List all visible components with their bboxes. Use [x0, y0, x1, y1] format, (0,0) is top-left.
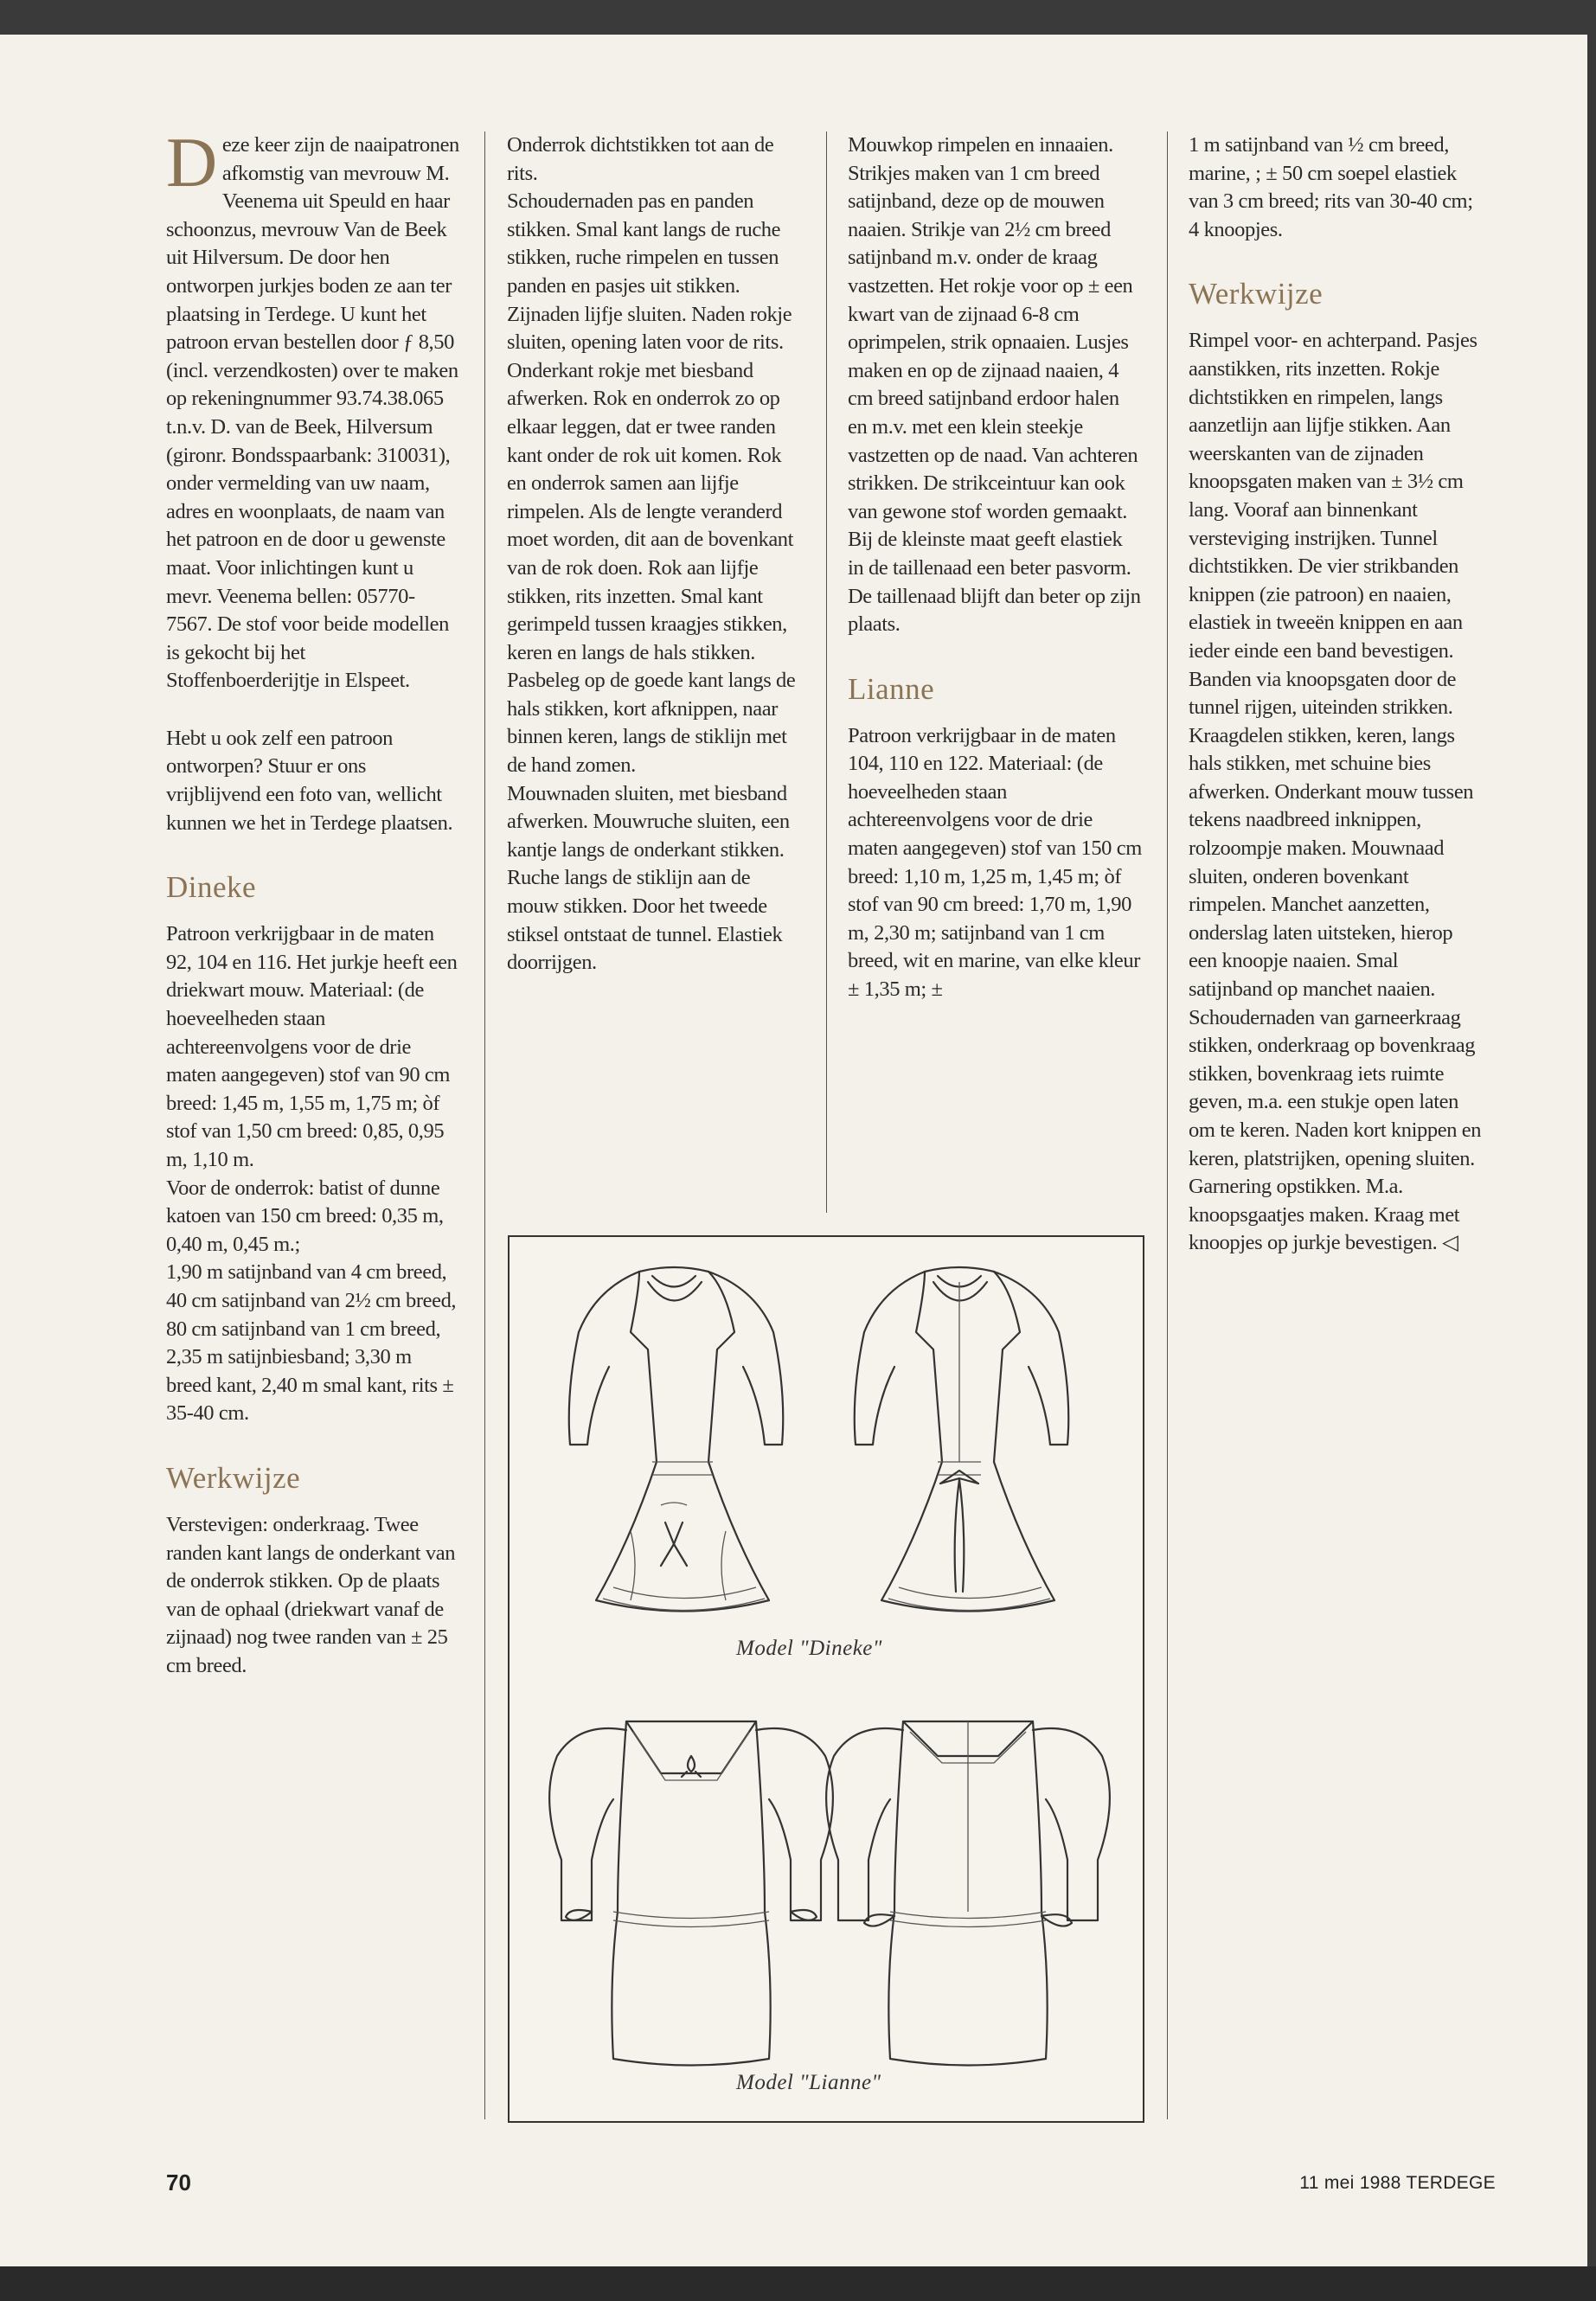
heading-dineke: Dineke	[166, 870, 257, 905]
lianne-front-drawing	[549, 1721, 833, 2066]
drop-cap: D	[166, 123, 217, 202]
col3-p2: Patroon verkrijgbaar in de maten 104, 110 en 122. Materiaal: (de hoeveelheden staan achtereenvolgens voor de drie maten aangegeven) stof van 150 cm breed: 1,10 m, 1,25 m, 1,45 m; òf stof van 90 cm breed: 1,70 m, 1,90 m, 2,30 m; satijnband van 1 cm breed, wit en marine, van elke kleur ± 1,35 m; ±	[848, 723, 1142, 1002]
intro-text: eze keer zijn de naaipatronen afkomstig van mevrouw M. Veenema uit Speuld en haar schoonzus, mevrouw Van de Beek uit Hilversum. De door hen ontworpen jurkjes boden ze aan ter plaatsing in Terdege. U kunt het patroon ervan bestellen door ƒ 8,50 (incl. verzendkosten) over te maken op rekeningnummer 93.74.38.065 t.n.v. D. van de Beek, Hilversum (gironr. Bondsspaarbank: 310031), onder vermelding van uw naam, adres en woonplaats, de naam van het patroon en de door u gewenste maat. Voor inlichtingen kunt u mevr. Veenema bellen: 05770-7567. De stof voor beide modellen is gekocht bij het Stoffenboerderijtje in Elspeet.	[166, 133, 459, 693]
werkwijze-1-text: Verstevigen: onderkraag. Twee randen kant langs de onderkant van de onderrok stikken. Op de plaats van de ophaal (driekwart vanaf de zijnaad) nog twee randen van ± 25 cm breed.	[166, 1512, 456, 1677]
dineke-underskirt: Voor de onderrok: batist of dunne katoen van 150 cm breed: 0,35 m, 0,40 m, 0,45 m.;	[166, 1176, 444, 1256]
intro-paragraph	[166, 123, 460, 695]
text-column-2	[507, 131, 801, 977]
page-number: 70	[166, 2170, 191, 2195]
dress-drawings	[510, 1237, 1143, 2121]
col4-p2: Rimpel voor- en achterpand. Pasjes aanstikken, rits inzetten. Rokje dichtstikken en rimpelen, langs aanzetlijn aan lijfje stikken. Aan weerskanten van de zijnaden knoopsgaten maken van ± 3½ cm lang. Vooraf aan binnenkant versteviging instrijken. Tunnel dichtstikken. De vier strikbanden knippen (zie patroon) en naaien, elastiek in tweeën knippen en aan ieder einde een band bevestigen. Banden via knoopsgaten door de tunnel rijgen, uiteinden strikken.	[1189, 329, 1477, 720]
col2-p4: Pasbeleg op de goede kant langs de hals stikken, kort afknippen, naar binnen keren, langs de stiklijn met de hand zomen.	[507, 669, 796, 778]
text-column-3	[848, 131, 1142, 1004]
lianne-back-drawing	[826, 1721, 1110, 2066]
text-column-1	[166, 123, 460, 1681]
dineke-back-drawing	[855, 1267, 1069, 1612]
col4-p1: 1 m satijnband van ½ cm breed, marine, ; ± 50 cm soepel elastiek van 3 cm breed; rits van 30-40 cm; 4 knoopjes.	[1189, 133, 1473, 241]
issue-footer: 11 mei 1988 TERDEGE	[1299, 2173, 1496, 2193]
heading-werkwijze-2: Werkwijze	[1189, 277, 1324, 311]
submission-paragraph: Hebt u ook zelf een patroon ontworpen? Stuur er ons vrijblijvend een foto van, wellicht kunnen we het in Terdege plaatsen.	[166, 726, 453, 835]
heading-lianne: Lianne	[848, 671, 935, 706]
dineke-materials: Patroon verkrijgbaar in de maten 92, 104 en 116. Het jurkje heeft een driekwart mouw. Materiaal: (de hoeveelheden staan achtereenvolgens voor de drie maten aangegeven) stof van 90 cm breed: 1,45 m, 1,55 m, 1,75 m; òf stof van 1,50 cm breed: 0,85, 0,95 m, 1,10 m.	[166, 922, 458, 1171]
caption-lianne: Model "Lianne"	[736, 2071, 881, 2094]
column-divider	[484, 131, 485, 2119]
text-column-4	[1189, 131, 1483, 1258]
caption-dineke: Model "Dineke"	[736, 1637, 882, 1660]
column-divider	[826, 131, 827, 1213]
heading-werkwijze-1: Werkwijze	[166, 1460, 301, 1495]
col2-p2: Schoudernaden pas en panden stikken. Smal kant langs de ruche stikken, ruche rimpelen en tussen panden en pasjes uit stikken.	[507, 189, 781, 298]
col3-p1: Mouwkop rimpelen en innaaien. Strikjes maken van 1 cm breed satijnband, deze op de mouwen naaien. Strikje van 2½ cm breed satijnband m.v. onder de kraag vastzetten. Het rokje voor op ± een kwart van de zijnaad 6-8 cm oprimpelen, strik opnaaien. Lusjes maken en op de zijnaad naaien, 4 cm breed satijnband erdoor halen en m.v. met een klein steekje vastzetten op de naad. Van achteren strikken. De strikceintuur kan ook van gewone stof worden gemaakt. Bij de kleinste maat geeft elastiek in de taillenaad een beter pasvorm. De taillenaad blijft dan beter op zijn plaats.	[848, 133, 1141, 637]
dineke-front-drawing	[569, 1267, 784, 1612]
column-divider	[1167, 131, 1168, 2119]
dineke-ribbons: 1,90 m satijnband van 4 cm breed, 40 cm satijnband van 2½ cm breed, 80 cm satijnband van 1 cm breed, 2,35 m satijnbiesband; 3,30 m breed kant, 2,40 m smal kant, rits ± 35-40 cm.	[166, 1260, 457, 1426]
dress-illustration-figure	[508, 1235, 1144, 2123]
col4-p3: Kraagdelen stikken, keren, langs hals stikken, met schuine bies afwerken. Onderkant mouw tussen tekens naadbreed inknippen, rolzoompje maken. Mouwnaad sluiten, onderen bovenkant rimpelen. Manchet aanzetten, onderslag laten uitsteken, hierop een knoopje naaien. Smal satijnband op manchet naaien. Schoudernaden van garneerkraag stikken, onderkraag op bovenkraag stikken, bovenkraag iets ruimte geven, m.a. een stukje open laten om te keren. Naden kort knippen en keren, platstrijken, opening sluiten. Garnering opstikken. M.a. knoopsgaatjes maken. Kraag met knoopjes op jurkje bevestigen. ◁	[1189, 723, 1482, 1255]
col2-p1: Onderrok dichtstikken tot aan de rits.	[507, 133, 774, 185]
col2-p3: Zijnaden lijfje sluiten. Naden rokje sluiten, opening laten voor de rits. Onderkant rokje met biesband afwerken. Rok en onderrok zo op elkaar leggen, dat er twee randen kant onder de rok uit komen. Rok en onderrok samen aan lijfje rimpelen. Als de lengte veranderd moet worden, dit aan de bovenkant van de rok doen. Rok aan lijfje stikken, rits inzetten. Smal kant gerimpeld tussen kraagjes stikken, keren en langs de hals stikken.	[507, 302, 794, 664]
col2-p5: Mouwnaden sluiten, met biesband afwerken. Mouwruche sluiten, een kantje langs de onderkant stikken. Ruche langs de stiklijn aan de mouw stikken. Door het tweede stiksel ontstaat de tunnel. Elastiek doorrijgen.	[507, 781, 790, 975]
